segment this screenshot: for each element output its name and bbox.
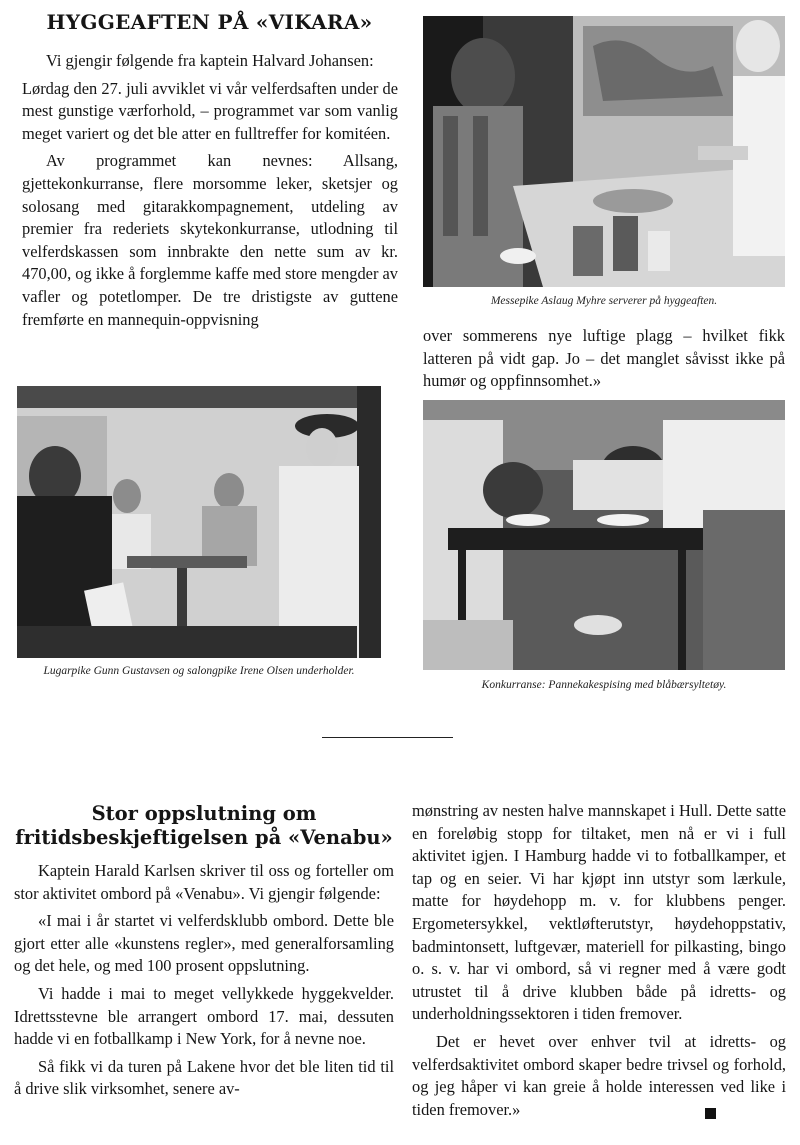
paragraph: Lørdag den 27. juli avviklet vi vår velferdsaften under de mest gunstige værforhold, – programmet var som vanlig meget variert og det ble atter en fulltreffer for komitéen.: [22, 78, 398, 143]
paragraph: Så fikk vi da turen på Lakene hvor det ble liten tid til å drive slik virksomhet, senere av-: [14, 1056, 394, 1099]
article-body-venabu-right: [412, 800, 786, 1121]
photo-caption: Konkurranse: Pannekakespising med blåbærsyltetøy.: [481, 679, 727, 691]
paragraph: Av programmet kan nevnes: Allsang, gjettekonkurranse, flere morsomme leker, sketsjer og solosang med gitarakkompagnement, utdeling av premier fra rederiets skytekonkurranse, utlodning til velferdskassen som innbrakte den nette sum av kr. 470,00, og ikke å forglemme kaffe med store mengder av vafler og potetlomper. De tre dristigste av guttene fremførte en mannequin-oppvisning: [22, 151, 398, 329]
photo-caption: Lugarpike Gunn Gustavsen og salongpike Irene Olsen underholder.: [43, 665, 355, 677]
paragraph: mønstring av nesten halve mannskapet i Hull. Dette satte en foreløbig stopp for tiltaket, men nå er vi i full aktivitet igjen. I Hamburg hadde vi to fotballkamper, et tap og en seier. Vi har kjøpt inn utstyr som lærkule, matte for høydehopp m. v. for klubbens penger. Ergometersykkel, vektløfterutstyr, høydehoppstativ, badmintonsett, luftgevær, materiell for pilkasting, bingo o. s. v. har vi ombord, så vi regner med å være godt utrustet til å drive klubben både på idretts- og underholdningssektoren i tiden fremover.: [412, 801, 786, 1024]
photo-serving: [423, 16, 785, 287]
section-divider: [322, 737, 453, 738]
article-title-venabu: Stor oppslutning om fritidsbeskjeftigelsen på «Venabu»: [15, 802, 393, 849]
end-of-article-mark: [705, 1108, 716, 1119]
article-title-vikara: HYGGEAFTEN PÅ «VIKARA»: [46, 10, 373, 34]
paragraph: Det er hevet over enhver tvil at idretts- og velferdsaktivitet ombord skaper bedre trivsel og forhold, og jeg håper vi kan greie å holde interessen ved like i tiden fremover.»: [412, 1031, 786, 1119]
article-body-vikara: [22, 50, 398, 331]
article-body-venabu-left: [14, 860, 394, 1101]
paragraph: «I mai i år startet vi velferdsklubb ombord. Dette ble gjort etter alle «kunstens regler», med generalforsamling og det hele, og med 100 prosent oppslutning.: [14, 911, 394, 976]
paragraph: Vi gjengir følgende fra kaptein Halvard Johansen:: [46, 51, 374, 70]
paragraph: Vi hadde i mai to meget vellykkede hyggekvelder. Idrettsstevne ble arrangert ombord 17. mai, dessuten hadde vi en fotballkamp i New York, for å nevne noe.: [14, 983, 394, 1049]
photo-entertainment: [17, 386, 381, 658]
article-body-vikara-continued: [423, 325, 785, 393]
photo-caption: Messepike Aslaug Myhre serverer på hyggeaften.: [490, 295, 718, 307]
photo-pancake-contest: [423, 400, 785, 670]
paragraph: Kaptein Harald Karlsen skriver til oss og forteller om stor aktivitet ombord på «Venabu». Vi gjengir følgende:: [14, 861, 394, 903]
paragraph: over sommerens nye luftige plagg – hvilket fikk latteren på vidt gap. Jo – det manglet såvisst ikke på humør og oppfinnsomhet.»: [423, 326, 785, 391]
